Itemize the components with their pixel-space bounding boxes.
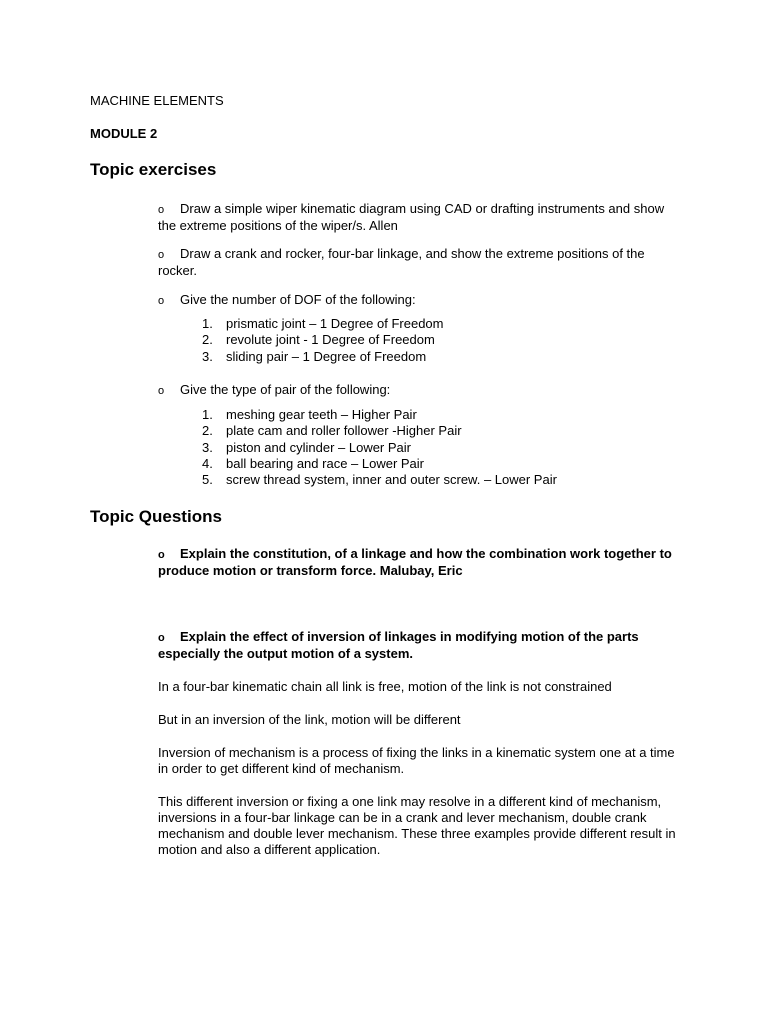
exercise-item xyxy=(158,292,683,309)
list-item: 2. revolute joint - 1 Degree of Freedom xyxy=(202,332,435,348)
answer-paragraph: Inversion of mechanism is a process of fixing the links in a kinematic system one at a time in order to get different kind of mechanism. xyxy=(158,745,675,776)
exercise-item xyxy=(158,246,683,279)
answer-paragraph: But in an inversion of the link, motion will be different xyxy=(158,712,461,727)
list-item: 1. prismatic joint – 1 Degree of Freedom xyxy=(202,316,444,331)
bullet-marker: o xyxy=(158,204,165,216)
list-item: 3. sliding pair – 1 Degree of Freedom xyxy=(202,348,427,364)
exercise-text: Draw a crank and rocker, four-bar linkage, and show the extreme positions of the rocker. xyxy=(158,246,645,278)
bullet-marker: o xyxy=(158,632,165,644)
answer-paragraph: In a four-bar kinematic chain all link is free, motion of the link is not constrained xyxy=(158,679,612,694)
question-item xyxy=(158,546,683,579)
exercise-text: Draw a simple wiper kinematic diagram using CAD or drafting instruments and show the extreme positions of the wiper/s. Allen xyxy=(158,201,665,233)
exercises-heading: Topic exercises xyxy=(90,160,217,179)
list-item: 1. meshing gear teeth – Higher Pair xyxy=(202,407,417,422)
pair-list xyxy=(202,407,557,488)
exercise-text: Give the type of pair of the following: xyxy=(180,382,391,397)
question-text: Explain the constitution, of a linkage and how the combination work together to produce motion or transform force. Malubay, Eric xyxy=(158,546,672,578)
exercise-item xyxy=(158,201,683,234)
question-text: Explain the effect of inversion of linkages in modifying motion of the parts especially the output motion of a system. xyxy=(158,629,639,661)
bullet-marker: o xyxy=(158,549,165,561)
bullet-marker: o xyxy=(158,249,165,261)
exercise-item xyxy=(158,382,683,399)
bullet-marker: o xyxy=(158,295,165,307)
exercise-text: Give the number of DOF of the following: xyxy=(180,292,416,307)
course-title: MACHINE ELEMENTS xyxy=(90,93,224,108)
module-title: MODULE 2 xyxy=(90,126,158,141)
dof-list xyxy=(202,316,443,365)
list-item: 3. piston and cylinder – Lower Pair xyxy=(202,439,411,455)
questions-heading: Topic Questions xyxy=(90,507,222,526)
bullet-marker: o xyxy=(158,385,165,397)
list-item: 4. ball bearing and race – Lower Pair xyxy=(202,455,425,471)
question-item xyxy=(158,629,683,662)
list-item: 2. plate cam and roller follower -Higher Pair xyxy=(202,423,462,439)
list-item: 5. screw thread system, inner and outer screw. – Lower Pair xyxy=(202,472,557,488)
answer-paragraph: This different inversion or fixing a one link may resolve in a different kind of mechanism, inversions in a four-bar linkage can be in a crank and lever mechanism, double crank mechanism and double lever mechanism. These three examples provide different result in motion and also a different application. xyxy=(158,794,676,857)
